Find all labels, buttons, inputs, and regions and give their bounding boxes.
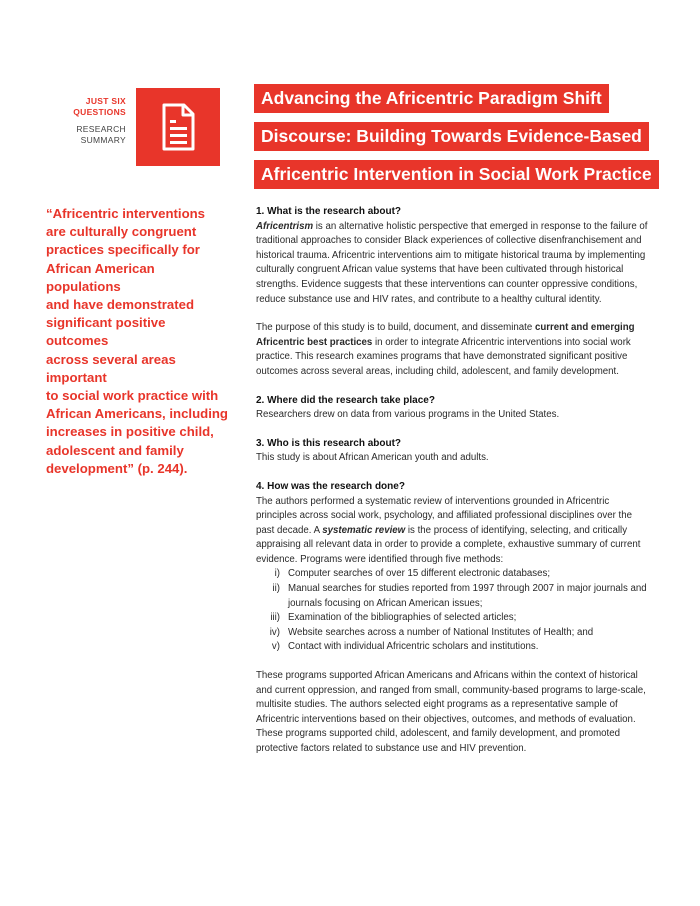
quote-line: practices specifically for [46, 242, 200, 258]
summary-type-2: SUMMARY [80, 135, 126, 145]
quote-line: are culturally congruent [46, 224, 197, 240]
paragraph [256, 321, 648, 379]
term-systematic-review: systematic review [322, 524, 406, 536]
section-3 [256, 437, 648, 466]
list-item [256, 582, 648, 611]
quote-line: “Africentric interventions [46, 206, 206, 221]
paragraph-text: in order to integrate Africentric interventions into social work practice. This research examines programs that have demonstrated significant positive outcomes across several areas, including child, adolescent, and family development. [256, 336, 631, 377]
paragraph: Researchers drew on data from various programs in the United States. [256, 409, 560, 421]
list-item [256, 567, 648, 582]
title-line-1: Advancing the Africentric Paradigm Shift [254, 84, 609, 113]
term-africentrism: Africentrism [256, 220, 314, 232]
list-text: Manual searches for studies reported from 1997 through 2007 in major journals and journals focusing on African American issues; [288, 583, 647, 609]
list-text: Examination of the bibliographies of selected articles; [288, 612, 517, 624]
section-4 [256, 480, 648, 757]
paragraph [256, 495, 648, 568]
quote-line: and have demonstrated [46, 297, 195, 313]
section-2 [256, 394, 648, 423]
list-item [256, 626, 648, 641]
list-marker: ii) [272, 583, 280, 595]
series-tag [73, 96, 126, 146]
title-line-2: Discourse: Building Towards Evidence-Based [254, 122, 649, 151]
list-text: Contact with individual Africentric scholars and institutions. [288, 641, 539, 653]
title-line-3: Africentric Intervention in Social Work Practice [254, 160, 659, 189]
section-heading: 3. Who is this research about? [256, 437, 402, 449]
section-1 [256, 205, 648, 380]
list-marker: iii) [270, 612, 280, 624]
quote-line: significant positive outcomes [46, 315, 166, 349]
quote-line: African Americans, including [46, 406, 228, 422]
bold-phrase: current and emerging Africentric best practices [256, 322, 635, 348]
series-label-2: QUESTIONS [73, 107, 126, 117]
paragraph: These programs supported African Americans and Africans within the context of historical and current oppression, and ranged from small, community-based programs to large-scale, multisite studies. The authors selected eight programs as a representative sample of Africentric interventions based on their objectives, outcomes, and methods of evaluation. These programs supported child, adolescent, and family development, and promoted protective factors related to substance use and HIV prevention. [256, 670, 646, 754]
list-item [256, 611, 648, 626]
summary-type: RESEARCH [76, 124, 126, 134]
section-heading: 1. What is the research about? [256, 206, 402, 217]
quote-line: African American populations [46, 260, 155, 294]
series-label: JUST SIX [85, 96, 126, 106]
section-heading: 4. How was the research done? [256, 480, 405, 492]
paragraph: This study is about African American youth and adults. [256, 452, 489, 464]
quote-line: adolescent and family [46, 442, 184, 458]
methods-list [256, 567, 648, 655]
main-content [256, 205, 648, 771]
paragraph-text: is the process of identifying, selecting, and critically appraising all relevant data in order to provide a complete, exhaustive summary of current evidence. Programs were identified through five methods: [256, 524, 641, 565]
pull-quote [46, 205, 231, 478]
paragraph-text: is an alternative holistic perspective that emerged in response to the failure of traditional approaches to consider Black experiences of collective disenfranchisement and historical trauma. Africentric interventions aim to mitigate historical trauma by implementing culturally congruent African value systems that have been cultivated through historical strengths. Evidence suggests that these interventions can counter oppressive conditions, reduce substance use and HIV rates, and contribute to a healthy cultural identity. [256, 220, 648, 305]
document-title [254, 84, 659, 198]
document-icon-box [136, 88, 220, 166]
list-item [256, 640, 648, 655]
quote-line: increases in positive child, [46, 424, 214, 440]
quote-line: across several areas important [46, 351, 176, 385]
list-text: Computer searches of over 15 different electronic databases; [288, 568, 551, 580]
quote-line: development” (p. 244). [46, 460, 188, 476]
list-marker: i) [274, 568, 280, 580]
quote-line: to social work practice with [46, 388, 219, 404]
list-marker: v) [271, 641, 280, 653]
paragraph-text: The authors performed a systematic review of interventions grounded in Africentric principles across social work, psychology, and affiliated professional disciplines over the past decade. A [256, 495, 633, 536]
paragraph-text: The purpose of this study is to build, document, and disseminate [256, 322, 535, 334]
document-icon [158, 102, 198, 152]
section-heading: 2. Where did the research take place? [256, 394, 435, 406]
list-text: Website searches across a number of National Institutes of Health; and [288, 626, 594, 638]
paragraph [256, 220, 648, 308]
list-marker: iv) [269, 626, 280, 638]
